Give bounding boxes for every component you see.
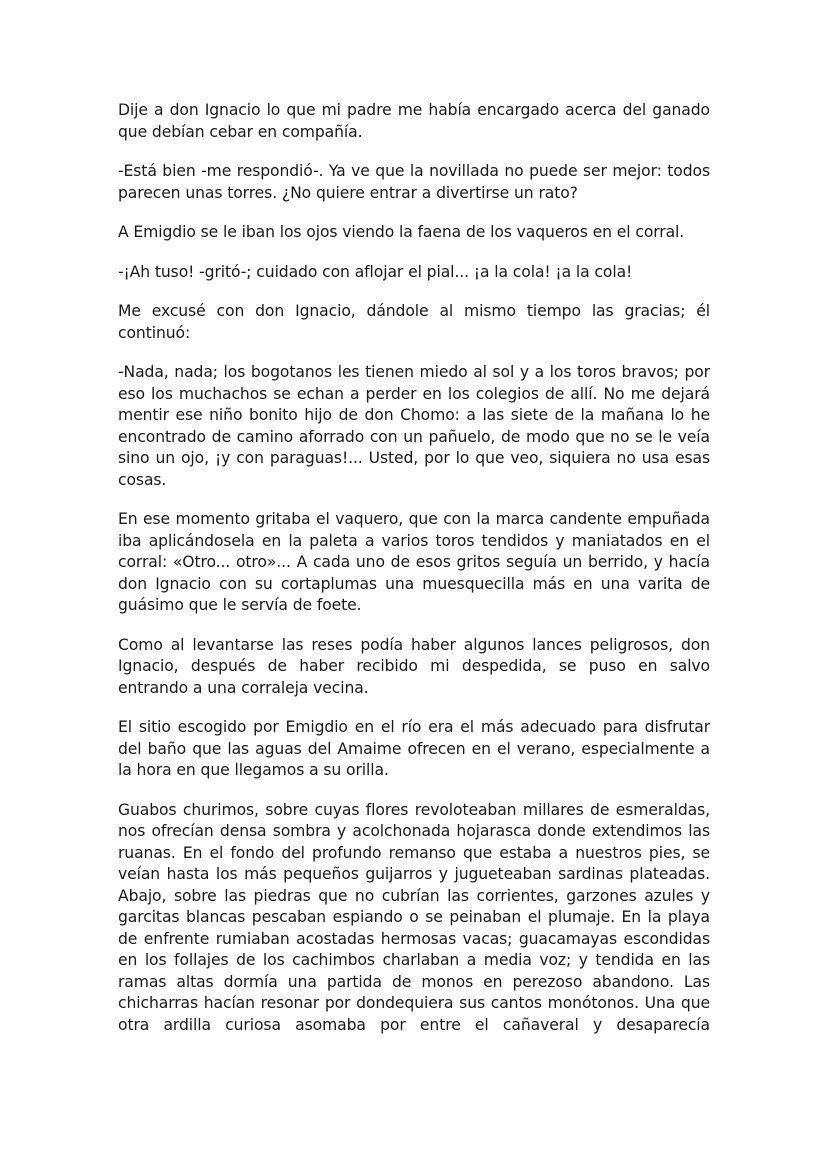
paragraph-9: El sitio escogido por Emigdio en el río era el más adecuado para disfrutar del baño que las aguas del Amaime ofrecen en el verano, especialmente a la hora en que llegamos a su orilla. (118, 718, 710, 779)
paragraph-8: Como al levantarse las reses podía haber algunos lances peligrosos, don Ignacio, después de haber recibido mi despedida, se puso en salvo entrando a una corraleja vecina. (118, 635, 710, 697)
paragraph-7: En ese momento gritaba el vaquero, que con la marca candente empuñada iba aplicándosela en la paleta a varios toros tendidos y maniatados en el corral: «Otro... otro»... A cada uno de esos gritos seguía un berrido, y hacía don Ignacio con su cortaplumas una muesquecilla más en una varita de guásimo que le servía de foete. (118, 510, 710, 614)
paragraph-2: -Está bien -me respondió-. Ya ve que la novillada no puede ser mejor: todos parecen unas torres. ¿No quiere entrar a divertirse un rato? (118, 162, 710, 202)
paragraph-4: -¡Ah tuso! -gritó-; cuidado con aflojar el pial... ¡a la cola! ¡a la cola! (118, 262, 633, 281)
paragraph-5: Me excusé con don Ignacio, dándole al mismo tiempo las gracias; él continuó: (118, 302, 710, 342)
paragraph-1: Dije a don Ignacio lo que mi padre me había encargado acerca del ganado que debían cebar en compañía. (118, 101, 710, 141)
document-page (118, 100, 710, 1036)
paragraph-10: Guabos churimos, sobre cuyas flores revoloteaban millares de esmeraldas, nos ofrecían densa sombra y acolchonada hojarasca donde extendimos las ruanas. En el fondo del profundo remanso que estaba a nuestros pies, se veían hasta los más pequeños guijarros y jugueteaban sardinas plateadas. Abajo, sobre las piedras que no cubrían las corrientes, garzones azules y garcitas blancas pescaban espiando o se peinaban el plumaje. En la playa de enfrente rumiaban acostadas hermosas vacas; guacamayas escondidas en los follajes de los cachimbos charlaban a media voz; y tendida en las ramas altas dormía una partida de monos en perezoso abandono. Las chicharras hacían resonar por dondequiera sus cantos monótonos. Una que otra ardilla curiosa asomaba por entre el cañaveral y desaparecía (118, 800, 710, 1034)
paragraph-6: -Nada, nada; los bogotanos les tienen miedo al sol y a los toros bravos; por eso los muchachos se echan a perder en los colegios de allí. No me dejará mentir ese niño bonito hijo de don Chomo: a las siete de la mañana lo he encontrado de camino aforrado con un pañuelo, de modo que no se le veía sino un ojo, ¡y con paraguas!... Usted, por lo que veo, siquiera no usa esas cosas. (118, 363, 710, 489)
paragraph-3: A Emigdio se le iban los ojos viendo la faena de los vaqueros en el corral. (118, 223, 685, 241)
